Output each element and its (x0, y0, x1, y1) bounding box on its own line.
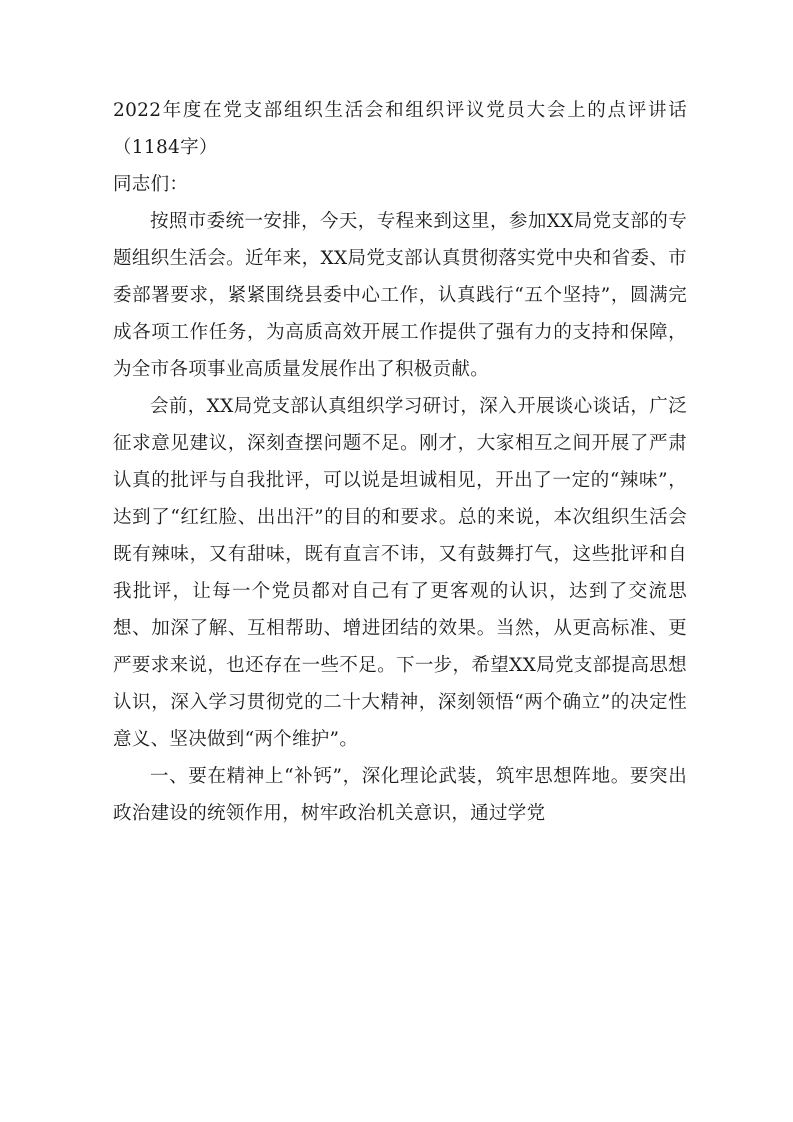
document-title: 2022年度在党支部组织生活会和组织评议党员大会上的点评讲话（1184字） (113, 100, 687, 158)
document-body (113, 92, 687, 832)
salutation: 同志们： (113, 174, 189, 195)
paragraph-1: 按照市委统一安排，今天，专程来到这里，参加XX局党支部的专题组织生活会。近年来，XX局党支部认真贯彻落实党中央和省委、市委部署要求，紧紧围绕县委中心工作，认真践行“五个坚持”，圆满完成各项工作任务，为高质高效开展工作提供了强有力的支持和保障，为全市各项事业高质量发展作出了积极贡献。 (113, 211, 687, 380)
paragraph-2: 会前，XX局党支部认真组织学习研讨，深入开展谈心谈话，广泛征求意见建议，深刻查摆问题不足。刚才，大家相互之间开展了严肃认真的批评与自我批评，可以说是坦诚相见，开出了一定的“辣味”，达到了“红红脸、出出汗”的目的和要求。总的来说，本次组织生活会既有辣味，又有甜味，既有直言不讳，又有鼓舞打气，这些批评和自我批评，让每一个党员都对自己有了更客观的认识，达到了交流思想、加深了解、互相帮助、增进团结的效果。当然，从更高标准、更严要求来说，也还存在一些不足。下一步，希望XX局党支部提高思想认识，深入学习贯彻党的二十大精神，深刻领悟“两个确立”的决定性意义、坚决做到“两个维护”。 (113, 396, 687, 750)
paragraph-3: 一、要在精神上“补钙”，深化理论武装，筑牢思想阵地。要突出政治建设的统领作用，树牢政治机关意识，通过学党 (113, 766, 687, 824)
